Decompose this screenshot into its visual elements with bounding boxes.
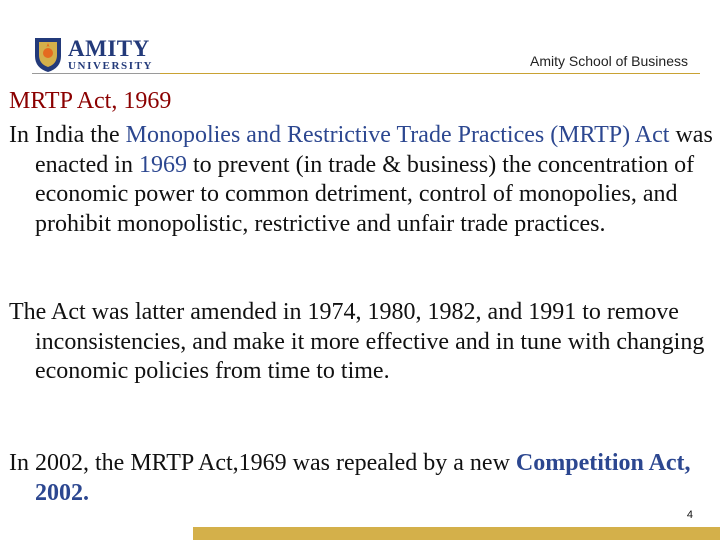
logo-brand-text: AMITY	[68, 35, 150, 61]
slide-title: MRTP Act, 1969	[9, 88, 172, 114]
page-number: 4	[686, 509, 693, 521]
p1-text-2: was enacted in	[35, 122, 713, 178]
amity-crest-icon	[32, 34, 64, 74]
paragraph-repeal	[9, 449, 720, 508]
p3-highlight-competition-act: Competition Act, 2002.	[35, 450, 691, 506]
p1-highlight-act-name: Monopolies and Restrictive Trade Practices (MRTP) Act	[125, 122, 670, 148]
p1-text-3: to prevent (in trade & business) the concentration of economic power to common detriment, control of monopolies, and prohibit monopolistic, restrictive and unfair trade practices.	[35, 151, 695, 237]
paragraph-mrtp-intro	[9, 121, 720, 239]
p3-text-1: In 2002, the MRTP Act,1969 was repealed by a new	[9, 450, 516, 476]
header-divider	[160, 73, 700, 74]
p1-highlight-year: 1969	[138, 151, 187, 178]
logo-sub-text: UNIVERSITY	[68, 59, 154, 72]
paragraph-amendments: The Act was latter amended in 1974, 1980, 1982, and 1991 to remove inconsistencies, and make it more effective and in tune with changing economic policies from time to time.	[9, 299, 705, 384]
header-divider-left	[32, 73, 160, 74]
footer-bar	[193, 527, 720, 540]
p1-text-1: In India the	[9, 122, 126, 148]
amity-logo	[32, 34, 153, 74]
school-name: Amity School of Business	[530, 53, 688, 69]
